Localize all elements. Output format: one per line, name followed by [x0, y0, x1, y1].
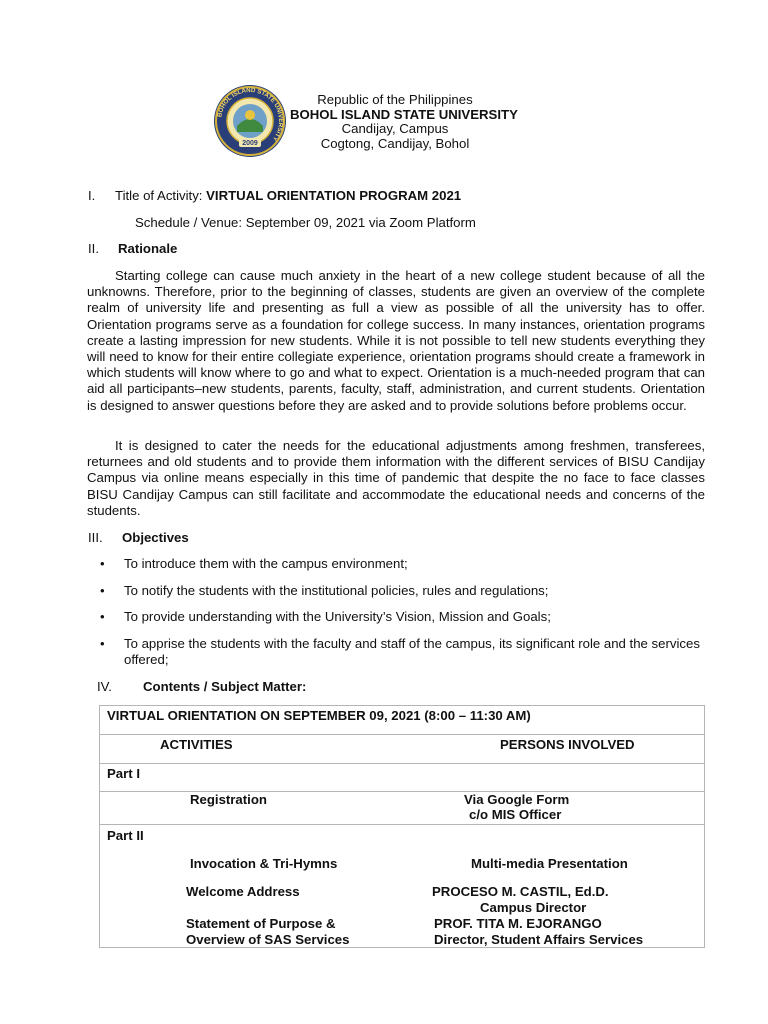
section-4-heading: Contents / Subject Matter:: [143, 679, 307, 694]
activity-title: VIRTUAL ORIENTATION PROGRAM 2021: [206, 188, 462, 203]
bullet-icon: •: [100, 583, 105, 598]
rationale-paragraph-2: It is designed to cater the needs for the educational adjustments among freshmen, transferees, returnees and old students and to provide them information with the different services of BISU Candijay Campus via online means especially in this time of pandemic that despite the no face to face classes BISU Candijay Campus can still facilitate and accommodate the educational needs and concerns of the students.: [87, 438, 705, 518]
person-cell: PROF. TITA M. EJORANGO: [434, 916, 602, 931]
part-label: Part II: [107, 828, 144, 843]
activity-cell: Invocation & Tri-Hymns: [190, 856, 338, 871]
title-label: Title of Activity:: [115, 188, 207, 203]
table-row: [100, 764, 705, 792]
section-2-numeral: II.: [88, 241, 99, 256]
letterhead-address: Cogtong, Candijay, Bohol: [320, 135, 470, 151]
seal-ring-text: BOHOL ISLAND STATE UNIVERSITY: [216, 86, 285, 143]
seal-year: 2009: [242, 140, 258, 147]
table-header-row: [100, 735, 705, 764]
letterhead: [290, 92, 518, 151]
bullet-icon: •: [100, 556, 105, 571]
letterhead-university: BOHOL ISLAND STATE UNIVERSITY: [290, 106, 518, 122]
section-2-heading: Rationale: [118, 241, 178, 256]
section-4-numeral: IV.: [97, 679, 112, 694]
table-row: [100, 792, 705, 825]
activity-cell: Registration: [190, 792, 267, 807]
activity-cell: Overview of SAS Services: [186, 932, 350, 947]
rationale-paragraph-1: Starting college can cause much anxiety in the heart of a new college student because of all the unknowns. Therefore, prior to the beginning of classes, students are given an overview of the complete realm of university life and presenting as full a view as possible of all the university has to offer. Orientation programs serve as a foundation for college success. In many instances, orientation programs create a lasting impression for new students. While it is not possible to tell new students everything they will need to know for their entire collegiate experience, orientation programs should create a framework in which students will know where to go and what to expect. Orientation is a much-needed program that can aid all participants–new students, parents, faculty, staff, administration, and current students. Orientation is designed to answer questions before they are asked and to provide solutions before problems occur.: [87, 268, 705, 413]
bullet-icon: •: [100, 609, 105, 624]
person-cell: c/o MIS Officer: [469, 807, 562, 822]
university-seal-logo: [213, 84, 287, 158]
person-cell: Via Google Form: [464, 792, 570, 807]
schedule-venue: Schedule / Venue: September 09, 2021 via Zoom Platform: [135, 215, 476, 230]
section-1-numeral: I.: [88, 188, 96, 203]
activity-cell: Statement of Purpose &: [186, 916, 336, 931]
table-title: VIRTUAL ORIENTATION ON SEPTEMBER 09, 2021 (8:00 – 11:30 AM): [107, 708, 531, 723]
section-1-heading: [115, 188, 461, 203]
table-row: [100, 825, 705, 948]
person-cell: Campus Director: [480, 900, 587, 915]
person-cell: Multi-media Presentation: [471, 856, 628, 871]
column-header-activities: ACTIVITIES: [160, 737, 233, 752]
part-label: Part I: [107, 766, 140, 781]
letterhead-country: Republic of the Philippines: [317, 92, 473, 107]
table-title-row: [100, 706, 705, 735]
section-3-heading: Objectives: [122, 530, 189, 545]
person-cell: Director, Student Affairs Services: [434, 932, 644, 947]
column-header-persons: PERSONS INVOLVED: [500, 737, 635, 752]
activity-cell: Welcome Address: [186, 884, 300, 899]
letterhead-campus: Candijay, Campus: [341, 121, 449, 136]
program-table: [99, 705, 705, 948]
bullet-icon: •: [100, 636, 105, 651]
person-cell: PROCESO M. CASTIL, Ed.D.: [432, 884, 609, 899]
section-3-numeral: III.: [88, 530, 103, 545]
